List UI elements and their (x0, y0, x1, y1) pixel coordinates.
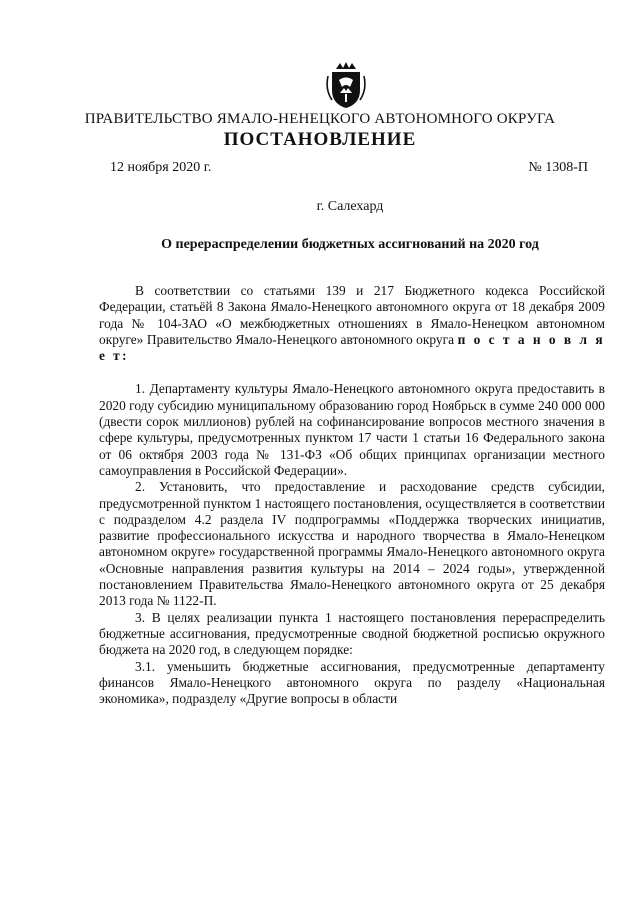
document-title: О перераспределении бюджетных ассигнований на 2020 год (161, 237, 539, 252)
paragraph-3-1: 3.1. уменьшить бюджетные ассигнования, предусмотренные департаменту финансов Ямало-Ненецкого автономного округа по разделу «Национальная экономика», подразделу «Другие вопросы в области (99, 658, 605, 707)
preamble-text: В соответствии со статьями 139 и 217 Бюджетного кодекса Российской Федерации, статьёй 8 Закона Ямало-Ненецкого автономного округа от 18 декабря 2009 года № 104-ЗАО «О межбюджетных отношениях в Ямало-Ненецком автономном округе» Правительство Ямало-Ненецкого автономного округа (99, 283, 605, 347)
paragraph-2: 2. Установить, что предоставление и расходование средств субсидии, предусмотренной пунктом 1 настоящего постановления, осуществляется в соответствии с подразделом 4.2 раздела IV подпрограммы «Поддержка творческих инициатив, развитие профессионального искусства и народного творчества в Ямало-Ненецком автономном округе» государственной программы Ямало-Ненецкого автономного округа «Основные направления развития культуры на 2014 – 2024 годы», утвержденной постановлением Правительства Ямало-Ненецкого автономного округа от 25 декабря 2013 года № 1122-П. (99, 479, 605, 609)
decree-word: п о с т а н о в л я е т: (99, 331, 605, 364)
document-number: № 1308-П (528, 160, 588, 175)
document-body (99, 283, 605, 707)
document-type: ПОСТАНОВЛЕНИЕ (223, 129, 417, 150)
government-name: ПРАВИТЕЛЬСТВО ЯМАЛО-НЕНЕЦКОГО АВТОНОМНОГО ОКРУГА (84, 111, 556, 127)
coat-of-arms-emblem (326, 60, 366, 110)
document-city: г. Салехард (316, 199, 384, 214)
paragraph-3: 3. В целях реализации пункта 1 настоящего постановления перераспределить бюджетные ассигнования, предусмотренные сводной бюджетной росписью окружного бюджета на 2020 год, в следующем порядке: (99, 609, 605, 658)
document-date: 12 ноября 2020 г. (110, 160, 212, 175)
preamble-paragraph (99, 283, 605, 364)
paragraph-1: 1. Департаменту культуры Ямало-Ненецкого автономного округа предоставить в 2020 году субсидию муниципальному образованию город Ноябрьск в сумме 240 000 000 (двести сорок миллионов) рублей на софинансирование вопросов местного значения в сфере культуры, предусмотренных пунктом 17 части 1 статьи 16 Федерального закона от 06 октября 2003 года № 131-ФЗ «Об общих принципах организации местного самоуправления в Российской Федерации». (99, 381, 605, 478)
